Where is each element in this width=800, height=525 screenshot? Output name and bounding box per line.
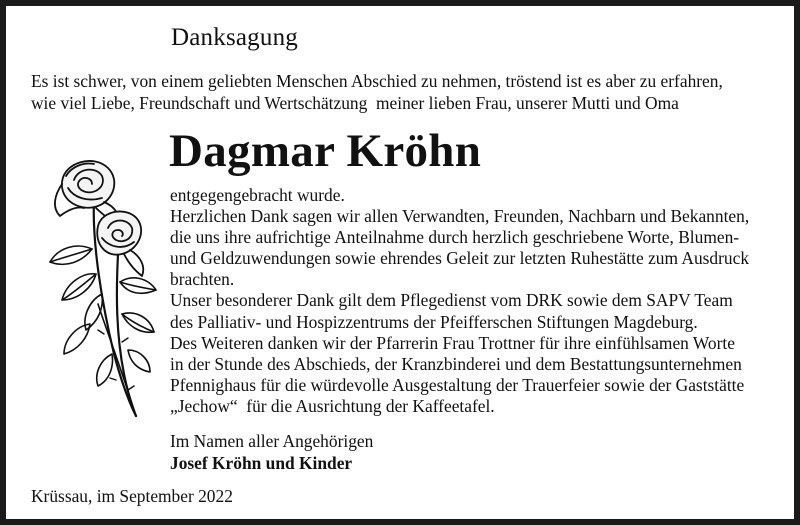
body-line: entgegengebracht wurde. [170, 185, 345, 205]
intro-line: wie viel Liebe, Freundschaft und Wertschätzung meiner lieben Frau, unserer Mutti und Oma [31, 93, 679, 113]
body-line: Des Weiteren danken wir der Pfarrerin Frau Trottner für ihre einfühlsamen Worte [170, 332, 735, 353]
body-line: Unser besonderer Dank gilt dem Pflegedienst vom DRK sowie dem SAPV Team [170, 290, 733, 311]
body-line: Pfennighaus für die würdevolle Ausgestaltung der Trauerfeier sowie der Gaststätte [170, 374, 745, 395]
notice-body [170, 185, 792, 417]
deceased-name: Dagmar Kröhn [169, 125, 482, 177]
body-line: Herzlichen Dank sagen wir allen Verwandten, Freunden, Nachbarn und Bekannten, [170, 206, 750, 227]
body-line: in der Stunde des Abschieds, der Kranzbinderei und dem Bestattungsunternehmen [170, 353, 742, 374]
roses-illustration-icon [32, 154, 162, 424]
signoff-names: Josef Kröhn und Kinder [170, 453, 353, 473]
intro-text [31, 70, 791, 114]
place-date: Krüssau, im September 2022 [31, 486, 233, 506]
signoff-line: Im Namen aller Angehörigen [170, 431, 374, 451]
body-line: „Jechow“ für die Ausrichtung der Kaffeetafel. [170, 395, 495, 416]
body-line: die uns ihre aufrichtige Anteilnahme durch herzlich geschriebene Worte, Blumen- [170, 227, 740, 248]
notice-title: Danksagung [171, 24, 298, 51]
body-line: und Geldzuwendungen sowie ehrendes Geleit zur letzten Ruhestätte zum Ausdruck [170, 248, 750, 269]
body-line: des Palliativ- und Hospizzentrums der Pfeifferschen Stiftungen Magdeburg. [170, 311, 698, 332]
body-line: brachten. [170, 269, 235, 290]
intro-line: Es ist schwer, von einem geliebten Menschen Abschied zu nehmen, tröstend ist es aber zu erfahren, [31, 71, 723, 91]
signoff [170, 430, 373, 474]
